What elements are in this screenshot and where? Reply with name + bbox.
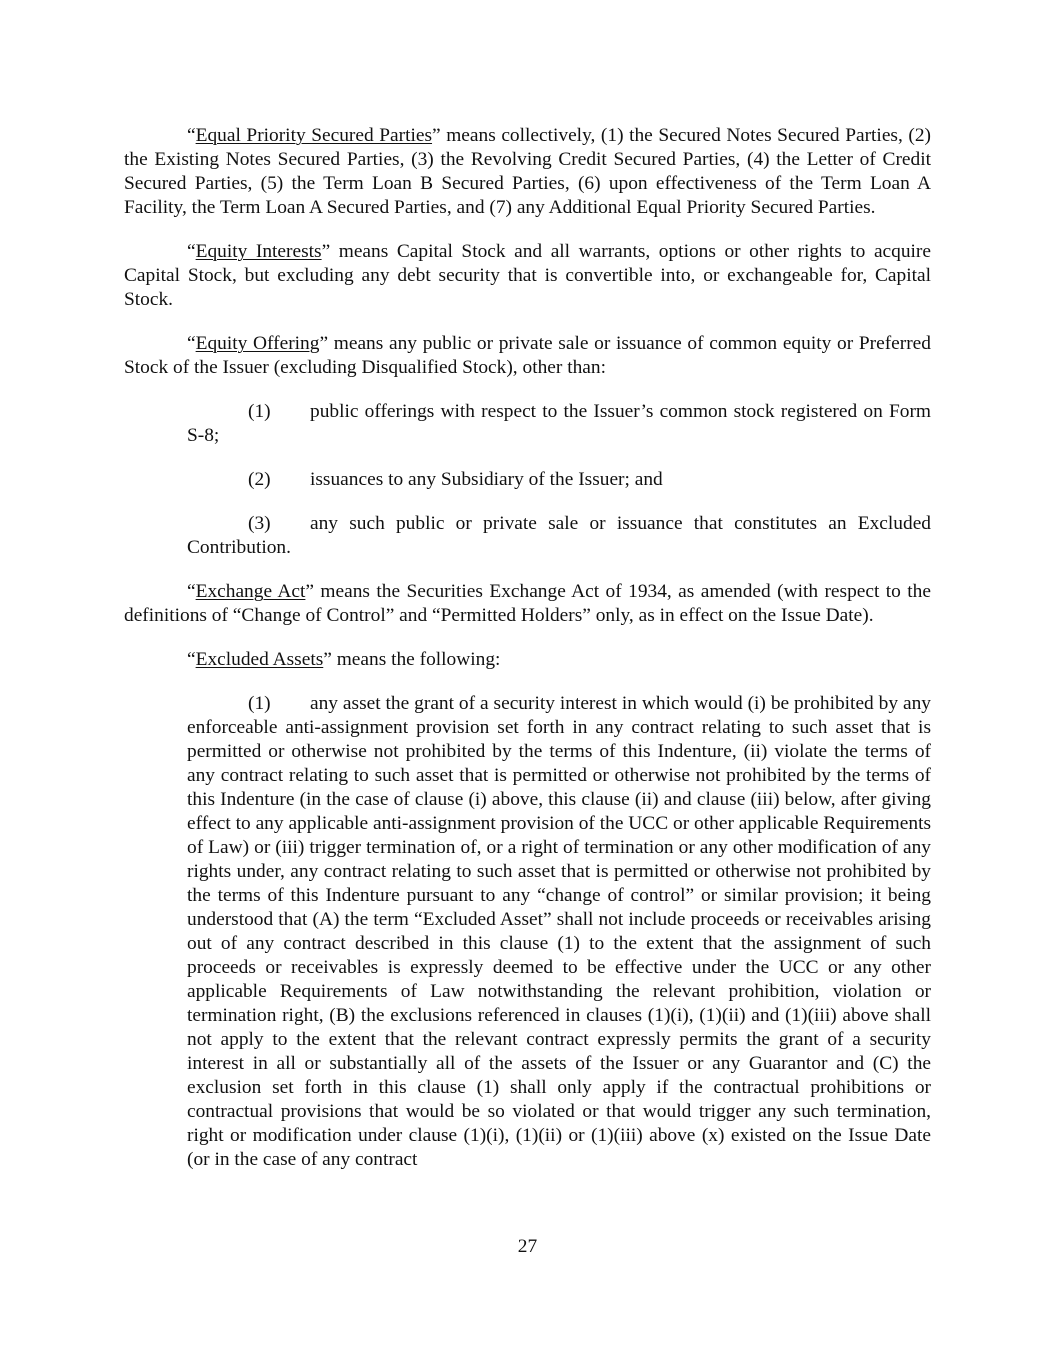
definition-equity-interests: “Equity Interests” means Capital Stock and all warrants, options or other rights to acquire Capital Stock, but excluding any debt security that is convertible into, or exchangeable for, Capital Stock. (124, 241, 931, 310)
defined-term: Equity Interests (195, 241, 322, 262)
definition-text: means any public or private sale or issuance of common equity or Preferred Stock of the Issuer (excluding Disqualified Stock), other than: (124, 333, 931, 378)
defined-term: Exchange Act (195, 581, 306, 602)
definition-text: means the Securities Exchange Act of 1934, as amended (with respect to the definitions of “Change of Control” and “Permitted Holders” only, as in effect on the Issue Date). (124, 581, 931, 626)
clause-number: (1) (248, 693, 271, 714)
equity-offering-clauses (124, 400, 931, 560)
definition-text: means collectively, (1) the Secured Notes Secured Parties, (2) the Existing Notes Secured Parties, (3) the Revolving Credit Secured Parties, (4) the Letter of Credit Secured Parties, (5) the Term Loan B Secured Parties, (6) upon effectiveness of the Term Loan A Facility, the Term Loan A Secured Parties, and (7) any Additional Equal Priority Secured Parties. (124, 125, 931, 218)
defined-term: Excluded Assets (195, 649, 324, 670)
clause-item (187, 692, 931, 1172)
document-page (124, 124, 931, 1192)
clause-item (187, 400, 931, 448)
definition-equity-offering: “Equity Offering” means any public or private sale or issuance of common equity or Preferred Stock of the Issuer (excluding Disqualified Stock), other than: (124, 333, 931, 378)
definition-text: means Capital Stock and all warrants, options or other rights to acquire Capital Stock, but excluding any debt security that is convertible into, or exchangeable for, Capital Stock. (124, 241, 931, 310)
excluded-assets-clauses (124, 692, 931, 1172)
definition-equal-priority-secured-parties: “Equal Priority Secured Parties” means collectively, (1) the Secured Notes Secured Parties, (2) the Existing Notes Secured Parties, (3) the Revolving Credit Secured Parties, (4) the Letter of Credit Secured Parties, (5) the Term Loan B Secured Parties, (6) upon effectiveness of the Term Loan A Facility, the Term Loan A Secured Parties, and (7) any Additional Equal Priority Secured Parties. (124, 125, 931, 218)
clause-number: (2) (248, 469, 271, 490)
defined-term: Equity Offering (195, 333, 320, 354)
clause-text: issuances to any Subsidiary of the Issuer; and (310, 469, 663, 490)
clause-number: (1) (248, 401, 271, 422)
clause-text: any asset the grant of a security interest in which would (i) be prohibited by any enforceable anti-assignment provision set forth in any contract relating to such asset that is permitted or otherwise not prohibited by the terms of this Indenture, (ii) violate the terms of any contract relating to such asset that is permitted or otherwise not prohibited by the terms of this Indenture (in the case of clause (i) above, this clause (ii) and clause (iii) below, after giving effect to any applicable anti-assignment provision of the UCC or other applicable Requirements of Law) or (iii) trigger termination of, or a right of termination or any other modification of any rights under, any contract relating to such asset that is permitted or otherwise not prohibited by the terms of this Indenture pursuant to any “change of control” or similar provision; it being understood that (A) the term “Excluded Asset” shall not include proceeds or receivables arising out of any contract described in this clause (1) to the extent that the assignment of such proceeds or receivables is expressly deemed to be effective under the UCC or any other applicable Requirements of Law notwithstanding the relevant prohibition, violation or termination right, (B) the exclusions referenced in clauses (1)(i), (1)(ii) and (1)(iii) above shall not apply to the extent that the relevant contract expressly permits the grant of a security interest in all or substantially all of the assets of the Issuer or any Guarantor and (C) the exclusion set forth in this clause (1) shall only apply if the contractual prohibitions or contractual provisions that would be so violated or that would trigger any such termination, right or modification under clause (1)(i), (1)(ii) or (1)(iii) above (x) existed on the Issue Date (or in the case of any contract (187, 693, 931, 1170)
clause-number: (3) (248, 513, 271, 534)
defined-term: Equal Priority Secured Parties (195, 125, 433, 146)
clause-item (187, 512, 931, 560)
definition-excluded-assets: “Excluded Assets” means the following: (187, 649, 501, 670)
clause-text: any such public or private sale or issuance that constitutes an Excluded Contribution. (187, 513, 931, 558)
definition-exchange-act: “Exchange Act” means the Securities Exchange Act of 1934, as amended (with respect to the definitions of “Change of Control” and “Permitted Holders” only, as in effect on the Issue Date). (124, 581, 931, 626)
definition-text: means the following: (331, 649, 501, 670)
clause-text: public offerings with respect to the Issuer’s common stock registered on Form S-8; (187, 401, 931, 446)
page-number: 27 (517, 1236, 538, 1257)
clause-item (187, 468, 931, 492)
